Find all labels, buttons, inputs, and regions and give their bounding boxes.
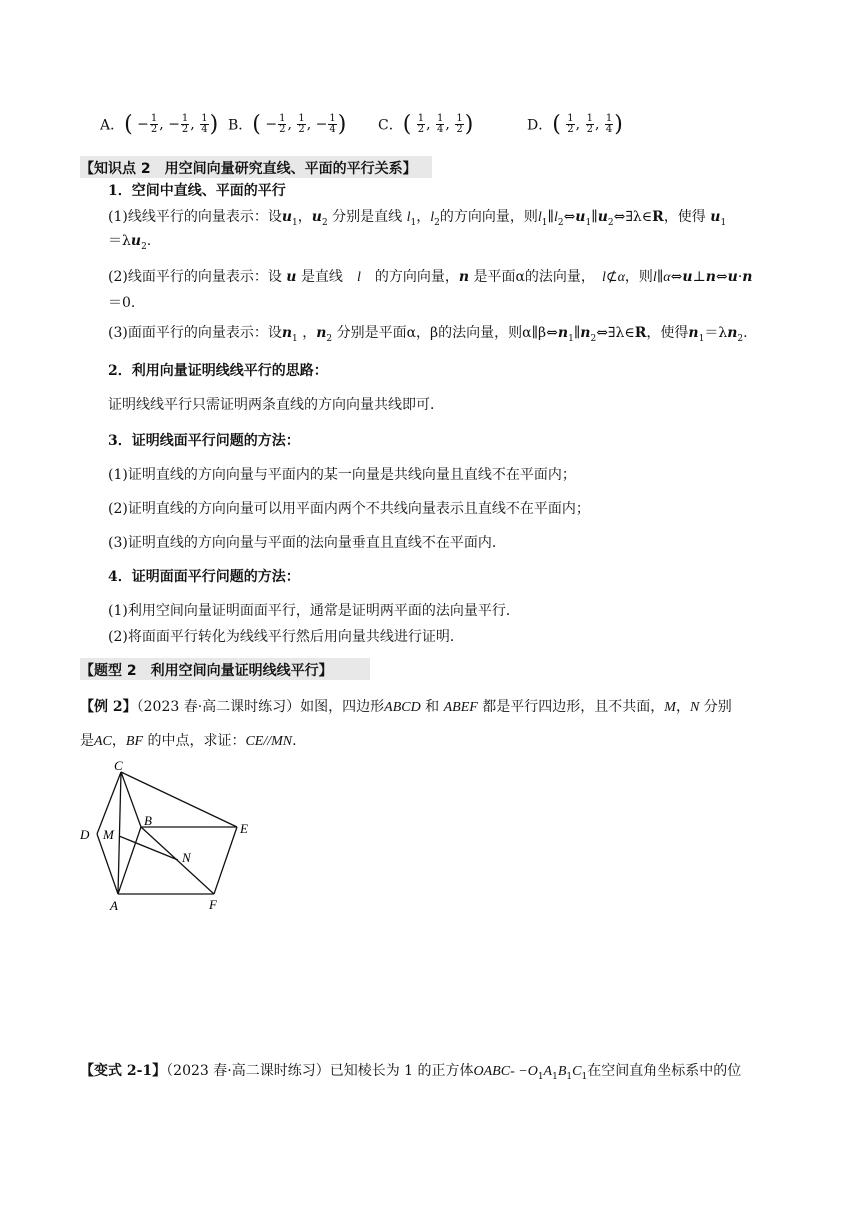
point-m-label: M — [103, 827, 114, 842]
option-c-label: C． — [378, 117, 403, 134]
kp2-s3-title: 3．证明线面平行问题的方法： — [108, 433, 300, 449]
option-b-label: B． — [228, 117, 253, 134]
kp2-s4-title: 4．证明面面平行问题的方法： — [108, 569, 300, 585]
kp2-line3: (3)面面平行的向量表示：设$n_1$ ，$n_2$ 分别是平面α，β的法向量，则$\alpha\parallel\beta\Leftrightarrow n_1\parallel n_2\Leftrightarrow\exists\lambda\in R$，使得$n_1=\lambda n_2$. — [108, 325, 748, 344]
option-d-label: D． — [527, 117, 553, 134]
kp2-s4-item: (1)利用空间向量证明面面平行，通常是证明两平面的法向量平行． — [108, 603, 520, 619]
kp2-line1b: $=\lambda u_2$. — [108, 233, 152, 252]
kp2-s2-title: 2．利用向量证明线线平行的思路： — [108, 363, 328, 379]
edge-ef — [214, 827, 237, 894]
kp2-s2-body: 证明线线平行只需证明两条直线的方向向量共线即可． — [108, 397, 444, 413]
kp2-s3-item: (1)证明直线的方向向量与平面内的某一向量是共线向量且直线不在平面内； — [108, 467, 576, 483]
point-a-label: A — [110, 898, 118, 912]
option-a-label: A． — [100, 117, 125, 134]
point-b-label: B — [144, 813, 152, 828]
edge-ca — [118, 772, 121, 894]
option-a: A．( − $\frac{1}{2}$ , − $\frac{1}{2}$ , $\frac{1}{4}$ ) — [100, 112, 219, 137]
point-d-label: D — [80, 827, 90, 842]
kp2-line2: (2)线面平行的向量表示：设 u 是直线 l 的方向向量，n 是平面α的法向量， l⊄α，则l∥α⇔u⊥n⇔u·n — [108, 269, 753, 285]
geometry-figure — [74, 756, 264, 912]
point-n-label: N — [182, 850, 191, 865]
edge-bf — [141, 827, 214, 894]
example2-line1: 【例 2】（2023 春·高二课时练习）如图，四边形ABCD 和 ABEF 都是平行四边形，且不共面，M，N 分别 — [80, 699, 732, 715]
edge-cd — [97, 772, 121, 834]
point-e-label: E — [240, 821, 248, 836]
kp2-s4-item: (2)将面面平行转化为线线平行然后用向量共线进行证明． — [108, 629, 464, 645]
option-d: D．( $\frac{1}{2}$ , $\frac{1}{2}$ , $\frac{1}{4}$ ) — [527, 112, 623, 137]
kp2-title: 【知识点 2 用空间向量研究直线、平面的平行关系】 — [80, 161, 417, 177]
kp2-s1-title: 1．空间中直线、平面的平行 — [108, 183, 286, 199]
point-f-label: F — [209, 897, 217, 912]
option-c: C．( $\frac{1}{2}$ , $\frac{1}{4}$ , $\frac{1}{2}$ ) — [378, 112, 474, 137]
segment-mn — [119, 836, 178, 860]
option-b: B．( − $\frac{1}{2}$ , $\frac{1}{2}$ , − $\frac{1}{4}$ ) — [228, 112, 347, 137]
tx2-title: 【题型 2 利用空间向量证明线线平行】 — [80, 663, 333, 679]
kp2-line2b: ＝0. — [108, 295, 136, 311]
example2-line2: 是AC，BF 的中点，求证：CE//MN. — [80, 733, 297, 749]
edge-da — [97, 834, 118, 894]
kp2-line1: (1)线线平行的向量表示：设$u_1$，$u_2$ 分别是直线 $l_1$，$l_2$的方向向量，则$l_1\parallel l_2\Leftrightarrow u_1\parallel u_2\Leftrightarrow\exists\lambda\in R$，使得 $u_1$ — [108, 209, 727, 228]
point-c-label: C — [114, 758, 123, 773]
kp2-s3-item: (2)证明直线的方向向量可以用平面内两个不共线向量表示且直线不在平面内； — [108, 501, 590, 517]
variant-2-1: 【变式 2-1】（2023 春·高二课时练习）已知棱长为 1 的正方体OABC- $-O_1A_1B_1C_1$在空间直角坐标系中的位 — [80, 1063, 742, 1082]
kp2-s3-item: (3)证明直线的方向向量与平面的法向量垂直且直线不在平面内． — [108, 535, 506, 551]
